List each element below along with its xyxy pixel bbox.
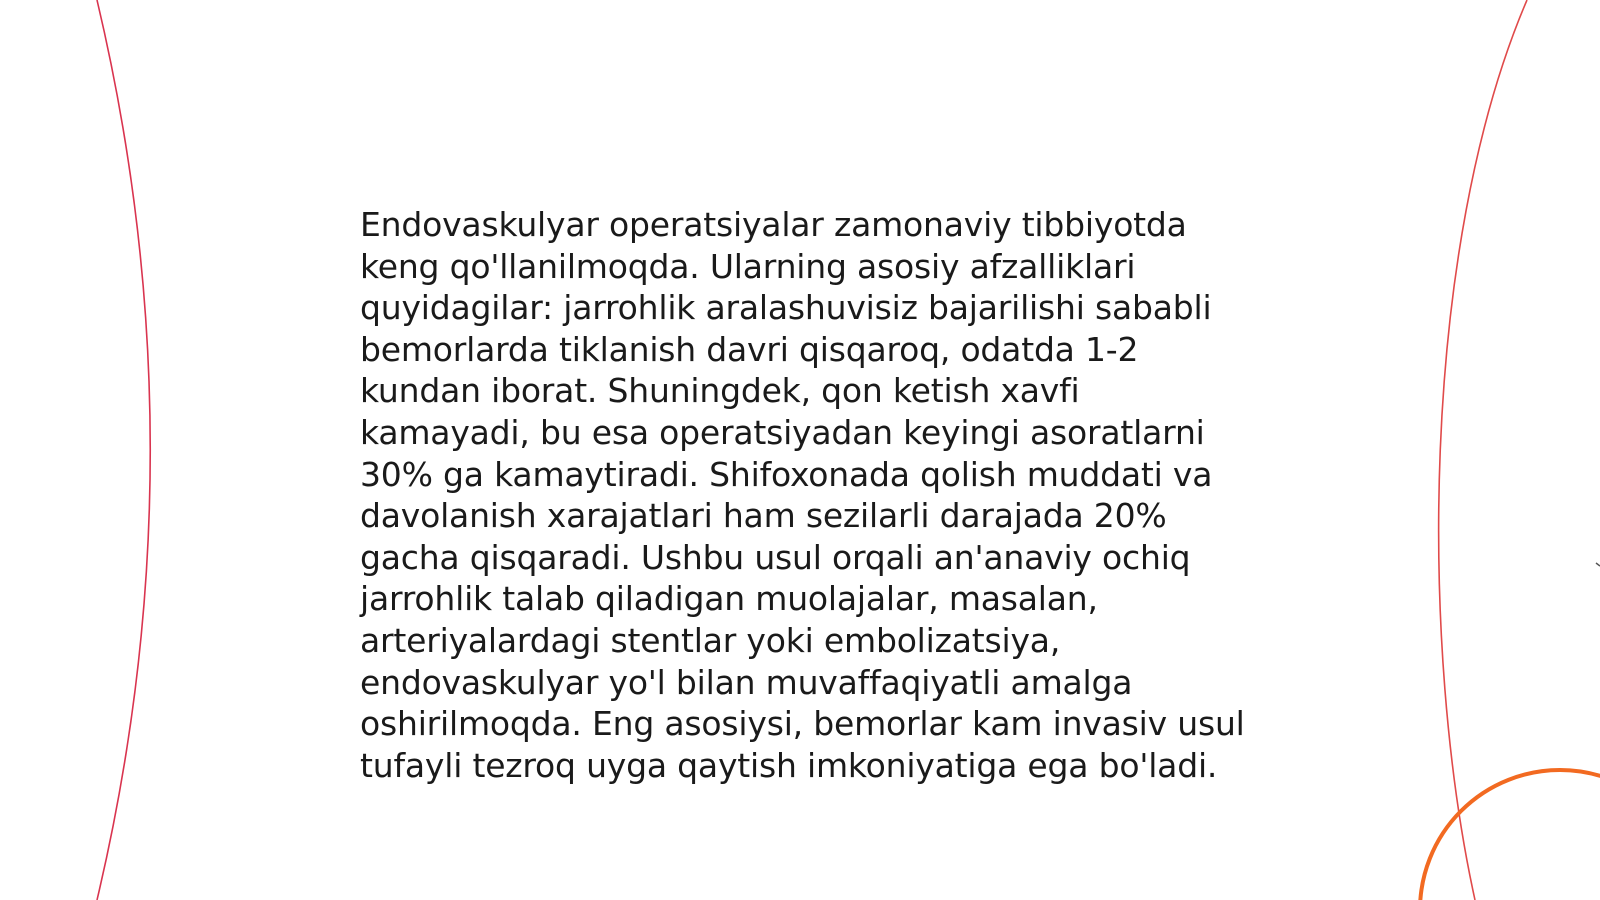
left-curve-line — [97, 0, 150, 900]
right-curve-line — [1439, 0, 1527, 900]
right-edge-tick — [1596, 563, 1600, 566]
accent-circle — [1420, 770, 1600, 900]
body-paragraph: Endovaskulyar operatsiyalar zamonaviy tibbiyotda keng qo'llanilmoqda. Ularning asosiy afzalliklari quyidagilar: jarrohlik aralashuvisiz bajarilishi sababli bemorlarda tiklanish davri qisqaroq, odatda 1-2 kundan iborat. Shuningdek, qon ketish xavfi kamayadi, bu esa operatsiyadan keyingi asoratlarni 30% ga kamaytiradi. Shifoxonada qolish muddati va davolanish xarajatlari ham sezilarli darajada 20% gacha qisqaradi. Ushbu usul orqali an'anaviy ochiq jarrohlik talab qiladigan muolajalar, masalan, arteriyalardagi stentlar yoki embolizatsiya, endovaskulyar yo'l bilan muvaffaqiyatli amalga oshirilmoqda. Eng asosiysi, bemorlar kam invasiv usul tufayli tezroq uyga qaytish imkoniyatiga ega bo'ladi. — [360, 205, 1245, 785]
